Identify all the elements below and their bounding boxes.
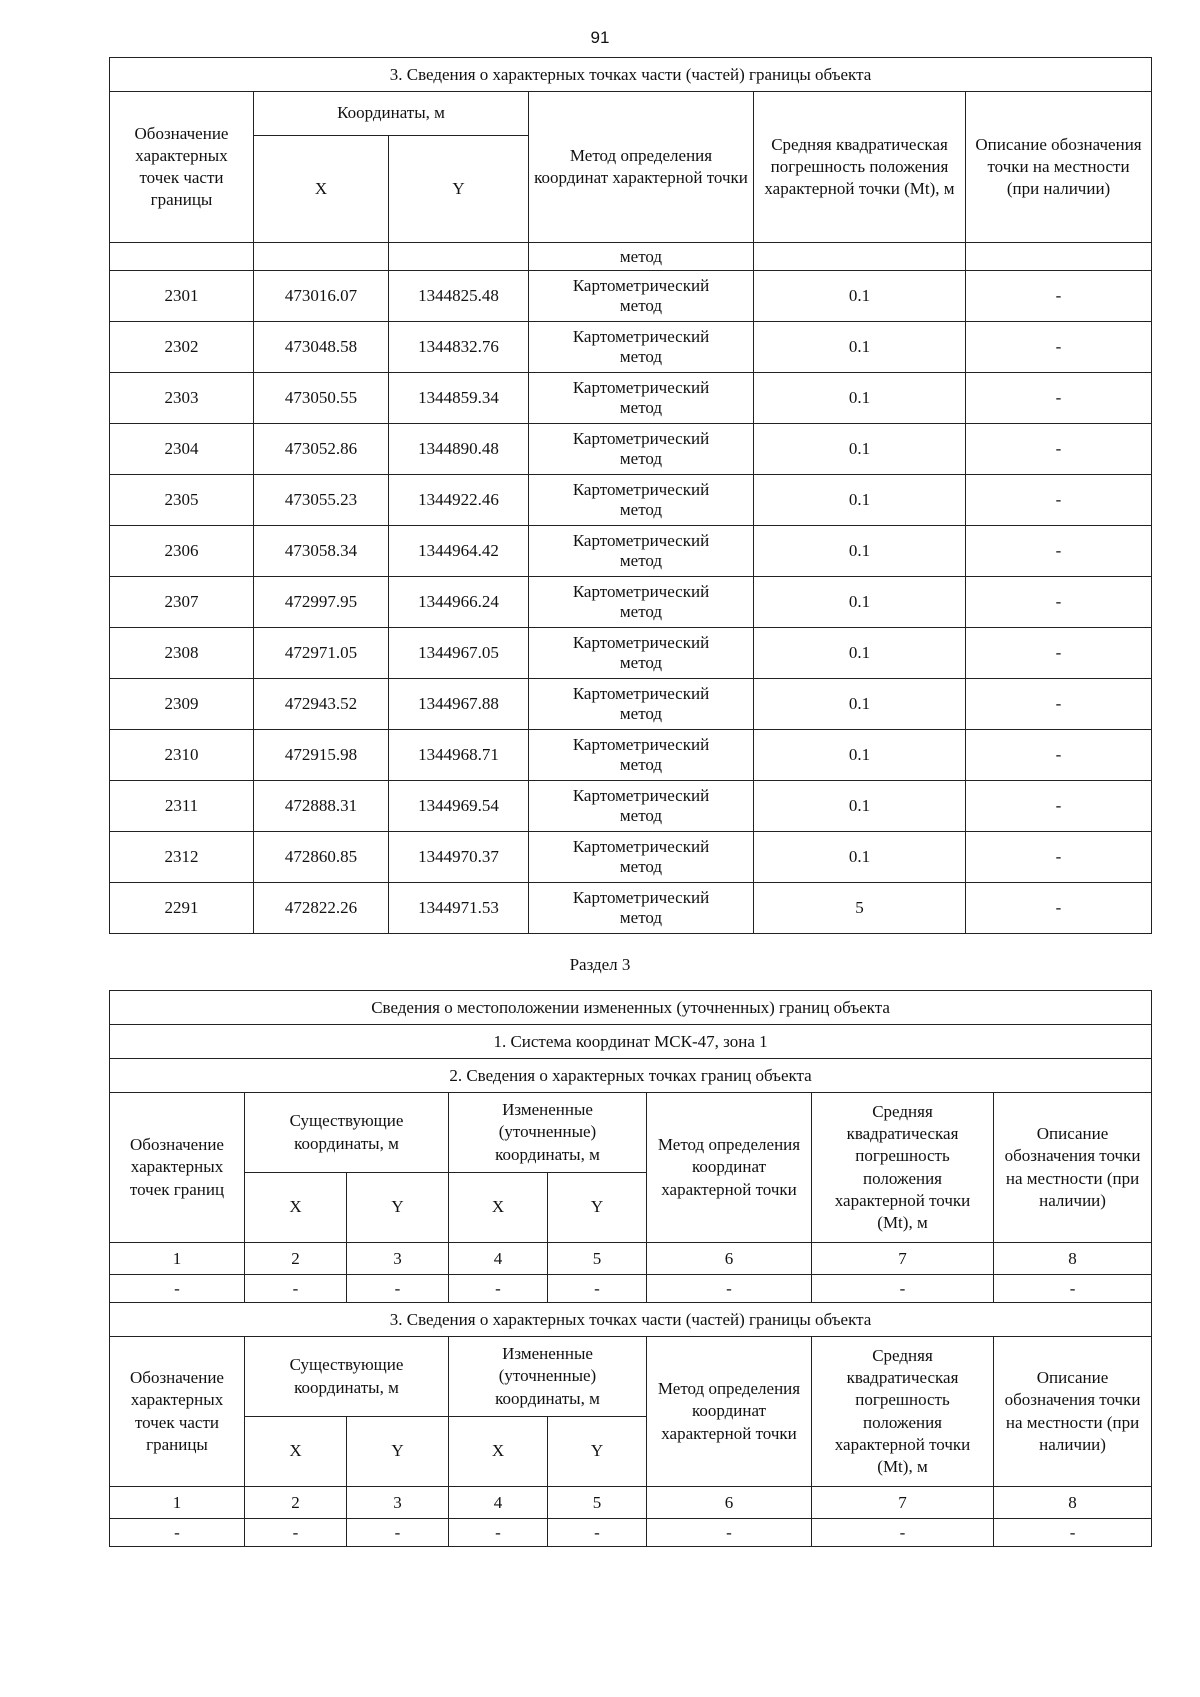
mt-error-cell: 0.1 bbox=[754, 271, 966, 322]
method-line2: метод bbox=[619, 908, 663, 927]
header-existing: Существующие координаты, м bbox=[245, 1093, 449, 1173]
description-cell: - bbox=[966, 322, 1152, 373]
header-error: Средняя квадратическая погрешность положения характерной точки (Mt), м bbox=[754, 92, 966, 243]
method-line2: метод bbox=[619, 653, 663, 672]
description-cell: - bbox=[966, 628, 1152, 679]
column-number: 8 bbox=[994, 1243, 1152, 1275]
method-cell bbox=[529, 475, 754, 526]
description-cell: - bbox=[966, 832, 1152, 883]
empty-cell: - bbox=[347, 1519, 449, 1547]
method-line1: Картометрический bbox=[572, 275, 710, 295]
method-line1: Картометрический bbox=[572, 734, 710, 754]
table-row bbox=[110, 424, 1152, 475]
method-line2: метод bbox=[619, 602, 663, 621]
coord-system: 1. Система координат МСК-47, зона 1 bbox=[110, 1025, 1152, 1059]
x-coordinate-cell: 473048.58 bbox=[254, 322, 389, 373]
method-cell bbox=[529, 628, 754, 679]
method-cell bbox=[529, 424, 754, 475]
point-id-cell: 2312 bbox=[110, 832, 254, 883]
empty-row bbox=[110, 1275, 1152, 1303]
point-id-cell: 2302 bbox=[110, 322, 254, 373]
empty-cell: - bbox=[449, 1275, 548, 1303]
header-description: Описание обозначения точки на местности (при наличии) bbox=[966, 92, 1152, 243]
x-coordinate-cell: 472915.98 bbox=[254, 730, 389, 781]
method-cell bbox=[529, 526, 754, 577]
empty-row bbox=[110, 1519, 1152, 1547]
table-row bbox=[110, 628, 1152, 679]
y-coordinate-cell: 1344859.34 bbox=[389, 373, 529, 424]
method-line1: Картометрический bbox=[572, 785, 710, 805]
header-y: Y bbox=[389, 136, 529, 243]
description-cell: - bbox=[966, 271, 1152, 322]
x-coordinate-cell: 472997.95 bbox=[254, 577, 389, 628]
point-id-cell: 2309 bbox=[110, 679, 254, 730]
mt-error-cell: 0.1 bbox=[754, 475, 966, 526]
method-line1: Картометрический bbox=[572, 887, 710, 907]
method-line1: Картометрический bbox=[572, 581, 710, 601]
header-existing-y: Y bbox=[347, 1417, 449, 1487]
empty-cell: - bbox=[647, 1275, 812, 1303]
column-number: 5 bbox=[548, 1243, 647, 1275]
method-cell bbox=[529, 322, 754, 373]
point-id-cell: 2308 bbox=[110, 628, 254, 679]
point-id-cell: 2291 bbox=[110, 883, 254, 934]
table-row bbox=[110, 832, 1152, 883]
y-coordinate-cell: 1344890.48 bbox=[389, 424, 529, 475]
method-line2: метод bbox=[619, 806, 663, 825]
method-line1: Картометрический bbox=[572, 428, 710, 448]
column-number: 4 bbox=[449, 1487, 548, 1519]
method-line1: Картометрический bbox=[572, 836, 710, 856]
characteristic-points-table bbox=[109, 57, 1152, 934]
column-number: 5 bbox=[548, 1487, 647, 1519]
method-cell bbox=[529, 730, 754, 781]
method-line1: Картометрический bbox=[572, 530, 710, 550]
header-error: Средняя квадратическая погрешность положения характерной точки (Mt), м bbox=[812, 1093, 994, 1243]
section-title: Раздел 3 bbox=[569, 955, 631, 974]
method-cell bbox=[529, 373, 754, 424]
column-number: 7 bbox=[812, 1243, 994, 1275]
y-coordinate-cell: 1344970.37 bbox=[389, 832, 529, 883]
mt-error-cell: 5 bbox=[754, 883, 966, 934]
method-line1: Картометрический bbox=[572, 632, 710, 652]
table-row bbox=[110, 526, 1152, 577]
x-coordinate-cell: 473050.55 bbox=[254, 373, 389, 424]
method-cell bbox=[529, 577, 754, 628]
y-coordinate-cell: 1344967.88 bbox=[389, 679, 529, 730]
header-changed-x: X bbox=[449, 1173, 548, 1243]
x-coordinate-cell: 473058.34 bbox=[254, 526, 389, 577]
continuation-row bbox=[110, 243, 1152, 271]
header-existing-y: Y bbox=[347, 1173, 449, 1243]
header-description: Описание обозначения точки на местности (при наличии) bbox=[994, 1093, 1152, 1243]
point-id-cell: 2311 bbox=[110, 781, 254, 832]
header-existing: Существующие координаты, м bbox=[245, 1337, 449, 1417]
method-line1: Картометрический bbox=[572, 683, 710, 703]
description-cell: - bbox=[966, 730, 1152, 781]
description-cell: - bbox=[966, 424, 1152, 475]
y-coordinate-cell: 1344966.24 bbox=[389, 577, 529, 628]
method-cell bbox=[529, 271, 754, 322]
column-number: 1 bbox=[110, 1243, 245, 1275]
empty-cell: - bbox=[994, 1275, 1152, 1303]
header-changed-x: X bbox=[449, 1417, 548, 1487]
point-id-cell: 2307 bbox=[110, 577, 254, 628]
empty-cell: - bbox=[548, 1519, 647, 1547]
method-line1: Картометрический bbox=[572, 377, 710, 397]
column-number: 4 bbox=[449, 1243, 548, 1275]
header-designation: Обозначение характерных точек части границы bbox=[110, 92, 254, 243]
method-cell bbox=[529, 781, 754, 832]
empty-cell: - bbox=[245, 1519, 347, 1547]
x-coordinate-cell: 472822.26 bbox=[254, 883, 389, 934]
description-cell: - bbox=[966, 373, 1152, 424]
subsection3-title: 3. Сведения о характерных точках части (частей) границы объекта bbox=[110, 1303, 1152, 1337]
point-id-cell: 2306 bbox=[110, 526, 254, 577]
y-coordinate-cell: 1344825.48 bbox=[389, 271, 529, 322]
point-id-cell: 2301 bbox=[110, 271, 254, 322]
y-coordinate-cell: 1344969.54 bbox=[389, 781, 529, 832]
column-number: 6 bbox=[647, 1243, 812, 1275]
y-coordinate-cell: 1344967.05 bbox=[389, 628, 529, 679]
empty-cell: - bbox=[347, 1275, 449, 1303]
method-cell bbox=[529, 883, 754, 934]
y-coordinate-cell: 1344964.42 bbox=[389, 526, 529, 577]
empty-cell: - bbox=[110, 1275, 245, 1303]
column-number: 6 bbox=[647, 1487, 812, 1519]
method-line2: метод bbox=[619, 500, 663, 519]
x-coordinate-cell: 472943.52 bbox=[254, 679, 389, 730]
mt-error-cell: 0.1 bbox=[754, 526, 966, 577]
header-coordinates: Координаты, м bbox=[254, 92, 529, 136]
continuation-cell: метод bbox=[529, 243, 754, 271]
column-numbers-row bbox=[110, 1243, 1152, 1275]
method-line2: метод bbox=[619, 704, 663, 723]
x-coordinate-cell: 472860.85 bbox=[254, 832, 389, 883]
method-line2: метод bbox=[619, 755, 663, 774]
table2-title: Сведения о местоположении измененных (уточненных) границ объекта bbox=[110, 991, 1152, 1025]
y-coordinate-cell: 1344922.46 bbox=[389, 475, 529, 526]
header-designation-boundary: Обозначение характерных точек границ bbox=[110, 1093, 245, 1243]
point-id-cell: 2304 bbox=[110, 424, 254, 475]
method-line2: метод bbox=[619, 857, 663, 876]
mt-error-cell: 0.1 bbox=[754, 730, 966, 781]
table-row bbox=[110, 373, 1152, 424]
point-id-cell: 2310 bbox=[110, 730, 254, 781]
empty-cell: - bbox=[994, 1519, 1152, 1547]
column-number: 3 bbox=[347, 1243, 449, 1275]
empty-cell: - bbox=[812, 1275, 994, 1303]
header-changed-y: Y bbox=[548, 1173, 647, 1243]
empty-cell: - bbox=[449, 1519, 548, 1547]
table-row bbox=[110, 730, 1152, 781]
changed-boundaries-table bbox=[109, 990, 1152, 1547]
column-number: 3 bbox=[347, 1487, 449, 1519]
empty-cell: - bbox=[548, 1275, 647, 1303]
description-cell: - bbox=[966, 577, 1152, 628]
header-description: Описание обозначения точки на местности (при наличии) bbox=[994, 1337, 1152, 1487]
header-method: Метод определения координат характерной точки bbox=[647, 1337, 812, 1487]
x-coordinate-cell: 473055.23 bbox=[254, 475, 389, 526]
table-row bbox=[110, 781, 1152, 832]
table-row bbox=[110, 577, 1152, 628]
empty-cell: - bbox=[245, 1275, 347, 1303]
method-line2: метод bbox=[619, 296, 663, 315]
mt-error-cell: 0.1 bbox=[754, 679, 966, 730]
y-coordinate-cell: 1344971.53 bbox=[389, 883, 529, 934]
method-cell bbox=[529, 832, 754, 883]
method-line1: Картометрический bbox=[572, 326, 710, 346]
method-line2: метод bbox=[619, 551, 663, 570]
header-method: Метод определения координат характерной точки bbox=[647, 1093, 812, 1243]
column-numbers-row bbox=[110, 1487, 1152, 1519]
method-line1: Картометрический bbox=[572, 479, 710, 499]
header-changed: Измененные (уточненные) координаты, м bbox=[449, 1337, 647, 1417]
method-cell bbox=[529, 679, 754, 730]
mt-error-cell: 0.1 bbox=[754, 577, 966, 628]
header-method: Метод определения координат характерной точки bbox=[529, 92, 754, 243]
header-error: Средняя квадратическая погрешность положения характерной точки (Mt), м bbox=[812, 1337, 994, 1487]
table-row bbox=[110, 679, 1152, 730]
header-existing-x: X bbox=[245, 1173, 347, 1243]
x-coordinate-cell: 473052.86 bbox=[254, 424, 389, 475]
x-coordinate-cell: 473016.07 bbox=[254, 271, 389, 322]
empty-cell: - bbox=[647, 1519, 812, 1547]
y-coordinate-cell: 1344968.71 bbox=[389, 730, 529, 781]
column-number: 7 bbox=[812, 1487, 994, 1519]
point-id-cell: 2303 bbox=[110, 373, 254, 424]
column-number: 2 bbox=[245, 1243, 347, 1275]
header-x: X bbox=[254, 136, 389, 243]
description-cell: - bbox=[966, 679, 1152, 730]
header-designation-part: Обозначение характерных точек части границы bbox=[110, 1337, 245, 1487]
table-row bbox=[110, 883, 1152, 934]
column-number: 1 bbox=[110, 1487, 245, 1519]
column-number: 8 bbox=[994, 1487, 1152, 1519]
x-coordinate-cell: 472888.31 bbox=[254, 781, 389, 832]
mt-error-cell: 0.1 bbox=[754, 781, 966, 832]
table-row bbox=[110, 271, 1152, 322]
table-row bbox=[110, 322, 1152, 373]
empty-cell: - bbox=[812, 1519, 994, 1547]
header-changed-y: Y bbox=[548, 1417, 647, 1487]
point-id-cell: 2305 bbox=[110, 475, 254, 526]
page-number: 91 bbox=[590, 28, 610, 47]
column-number: 2 bbox=[245, 1487, 347, 1519]
header-existing-x: X bbox=[245, 1417, 347, 1487]
mt-error-cell: 0.1 bbox=[754, 424, 966, 475]
x-coordinate-cell: 472971.05 bbox=[254, 628, 389, 679]
mt-error-cell: 0.1 bbox=[754, 628, 966, 679]
mt-error-cell: 0.1 bbox=[754, 832, 966, 883]
description-cell: - bbox=[966, 526, 1152, 577]
empty-cell: - bbox=[110, 1519, 245, 1547]
description-cell: - bbox=[966, 781, 1152, 832]
description-cell: - bbox=[966, 883, 1152, 934]
table-row bbox=[110, 475, 1152, 526]
header-changed: Измененные (уточненные) координаты, м bbox=[449, 1093, 647, 1173]
method-line2: метод bbox=[619, 347, 663, 366]
description-cell: - bbox=[966, 475, 1152, 526]
mt-error-cell: 0.1 bbox=[754, 373, 966, 424]
method-line2: метод bbox=[619, 449, 663, 468]
y-coordinate-cell: 1344832.76 bbox=[389, 322, 529, 373]
mt-error-cell: 0.1 bbox=[754, 322, 966, 373]
subsection2-title: 2. Сведения о характерных точках границ объекта bbox=[110, 1059, 1152, 1093]
method-line2: метод bbox=[619, 398, 663, 417]
table-title: 3. Сведения о характерных точках части (частей) границы объекта bbox=[110, 58, 1152, 92]
